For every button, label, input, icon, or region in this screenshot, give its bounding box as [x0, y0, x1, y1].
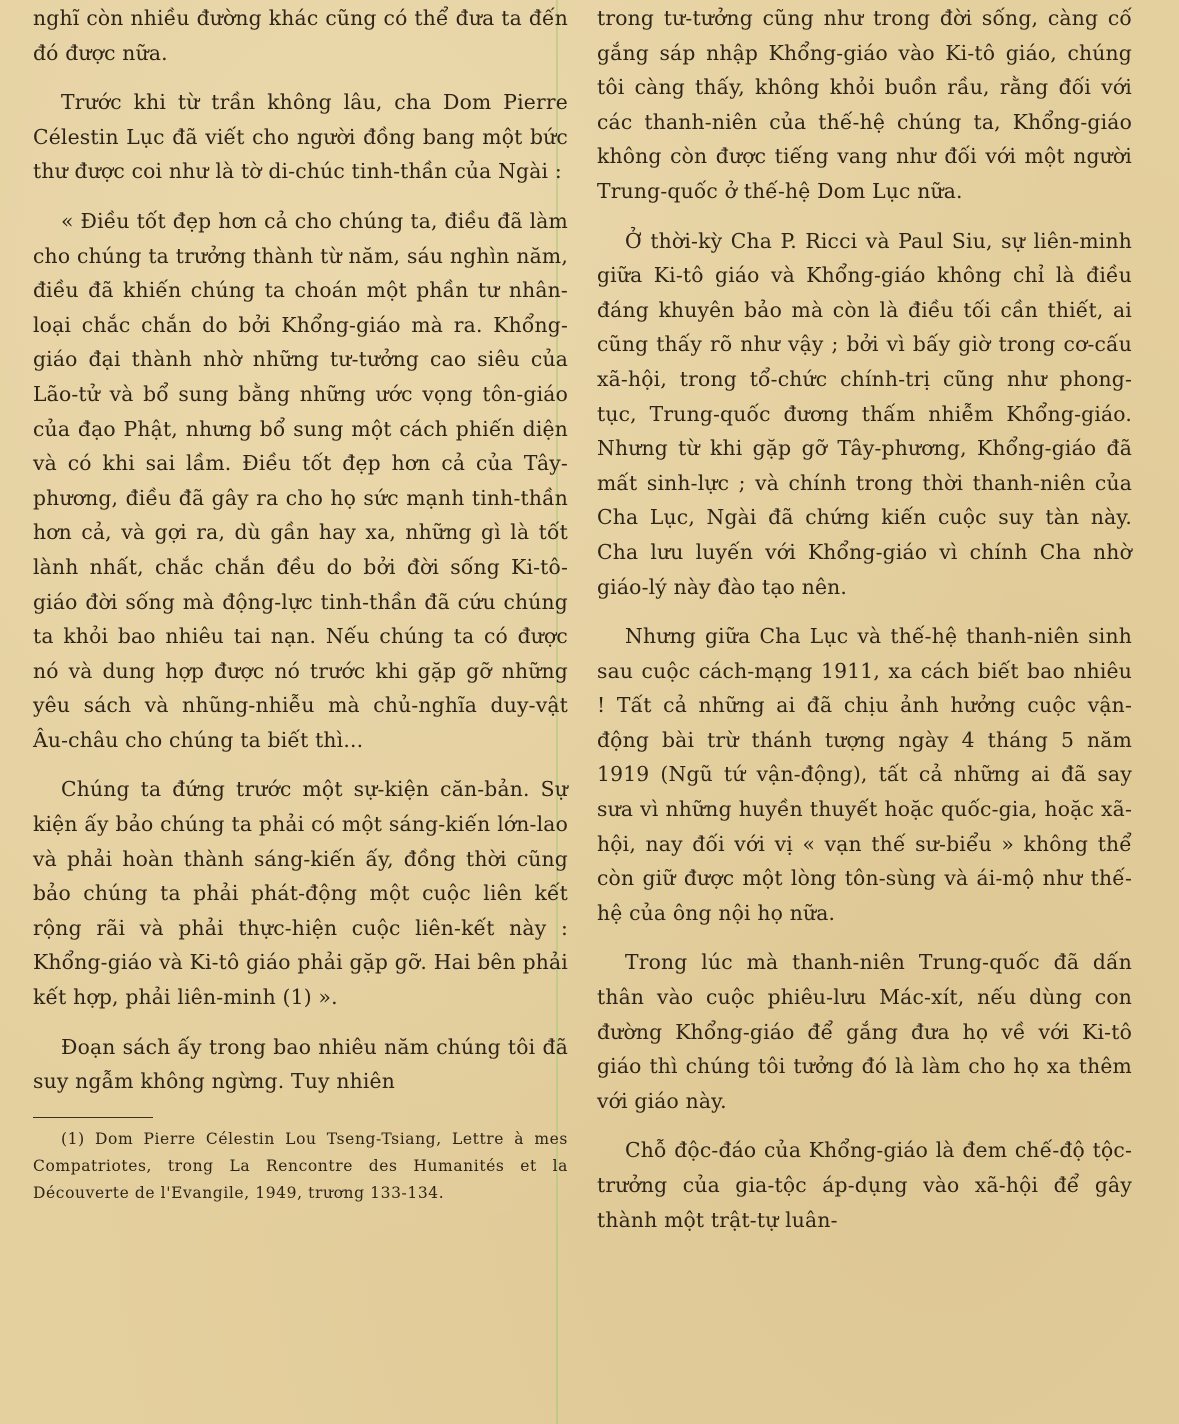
- right-paragraph-2: Ở thời-kỳ Cha P. Ricci và Paul Siu, sự liên-minh giữa Ki-tô giáo và Khổng-giáo không chỉ là điều đáng khuyên bảo mà còn là điều tối cần thiết, ai cũng thấy rõ như vậy ; bởi vì bấy giờ trong cơ-cấu xã-hội, trong tổ-chức chính-trị cũng như phong-tục, Trung-quốc đương thấm nhiễm Khổng-giáo. Nhưng từ khi gặp gỡ Tây-phương, Khổng-giáo đã mất sinh-lực ; và chính trong thời thanh-niên của Cha Lục, Ngài đã chứng kiến cuộc suy tàn này. Cha lưu luyến với Khổng-giáo vì chính Cha nhờ giáo-lý này đào tạo nên.: [597, 228, 1132, 599]
- footnote-divider: [33, 1117, 153, 1118]
- left-paragraph-1: nghĩ còn nhiều đường khác cũng có thể đưa ta đến đó được nữa.: [33, 6, 568, 65]
- left-paragraph-4: Chúng ta đứng trước một sự-kiện căn-bản. Sự kiện ấy bảo chúng ta phải có một sáng-kiến lớn-lao và phải hoàn thành sáng-kiến ấy, đồng thời cũng bảo chúng ta phải phát-động một cuộc liên kết rộng rãi và phải thực-hiện cuộc liên-kết này : Khổng-giáo và Ki-tô giáo phải gặp gỡ. Hai bên phải kết hợp, phải liên-minh (1) ».: [33, 777, 568, 1010]
- left-paragraph-3: « Điều tốt đẹp hơn cả cho chúng ta, điều đã làm cho chúng ta trưởng thành từ năm, sáu nghìn năm, điều đã khiến chúng ta choán một phần tư nhân-loại chắc chắn do bởi Khổng-giáo mà ra. Khổng-giáo đại thành nhờ những tư-tưởng cao siêu của Lão-tử và bổ sung bằng những ước vọng tôn-giáo của đạo Phật, nhưng bổ sung một cách phiến diện và có khi sai lầm. Điều tốt đẹp hơn cả của Tây-phương, điều đã gây ra cho họ sức mạnh tinh-thần hơn cả, và gợi ra, dù gần hay xa, những gì là tốt lành nhất, chắc chắn đều do bởi đời sống Ki-tô-giáo đời sống mà động-lực tinh-thần đã cứu chúng ta khỏi bao nhiêu tai nạn. Nếu chúng ta có được nó và dung hợp được nó trước khi gặp gỡ những yêu sách và nhũng-nhiễu mà chủ-nghĩa duy-vật Âu-châu cho chúng ta biết thì...: [33, 208, 568, 752]
- left-paragraph-5: Đoạn sách ấy trong bao nhiêu năm chúng tôi đã suy ngẫm không ngừng. Tuy nhiên: [33, 1034, 568, 1094]
- left-column: [33, 0, 568, 1207]
- footnote: (1) Dom Pierre Célestin Lou Tseng-Tsiang, Lettre à mes Compatriotes, trong La Rencontre des Humanités et la Découverte de l'Evangile, 1949, trương 133-134.: [33, 1129, 568, 1202]
- right-paragraph-3: Nhưng giữa Cha Lục và thế-hệ thanh-niên sinh sau cuộc cách-mạng 1911, xa cách biết bao nhiêu ! Tất cả những ai đã chịu ảnh hưởng cuộc vận-động bài trừ thánh tượng ngày 4 tháng 5 năm 1919 (Ngũ tứ vận-động), tất cả những ai đã say sưa vì những huyền thuyết hoặc quốc-gia, hoặc xã-hội, nay đối với vị « vạn thế sư-biểu » không thể còn giữ được một lòng tôn-sùng và ái-mộ như thế-hệ của ông nội họ nữa.: [597, 624, 1132, 925]
- left-paragraph-2: Trước khi từ trần không lâu, cha Dom Pierre Célestin Lục đã viết cho người đồng bang một bức thư được coi như là tờ di-chúc tinh-thần của Ngài :: [33, 90, 568, 184]
- right-paragraph-1: trong tư-tưởng cũng như trong đời sống, càng cố gắng sáp nhập Khổng-giáo vào Ki-tô giáo, chúng tôi càng thấy, không khỏi buồn rầu, rằng đối với các thanh-niên của thế-hệ chúng ta, Khổng-giáo không còn được tiếng vang như đối với một người Trung-quốc ở thế-hệ Dom Lục nữa.: [597, 6, 1132, 203]
- right-paragraph-5: Chỗ độc-đáo của Khổng-giáo là đem chế-độ tộc-trưởng của gia-tộc áp-dụng vào xã-hội để gây thành một trật-tự luân-: [597, 1138, 1132, 1232]
- right-paragraph-4: Trong lúc mà thanh-niên Trung-quốc đã dấn thân vào cuộc phiêu-lưu Mác-xít, nếu dùng con đường Khổng-giáo để gắng đưa họ về với Ki-tô giáo thì chúng tôi tưởng đó là làm cho họ xa thêm với giáo này.: [597, 950, 1132, 1113]
- right-column: [597, 0, 1132, 1237]
